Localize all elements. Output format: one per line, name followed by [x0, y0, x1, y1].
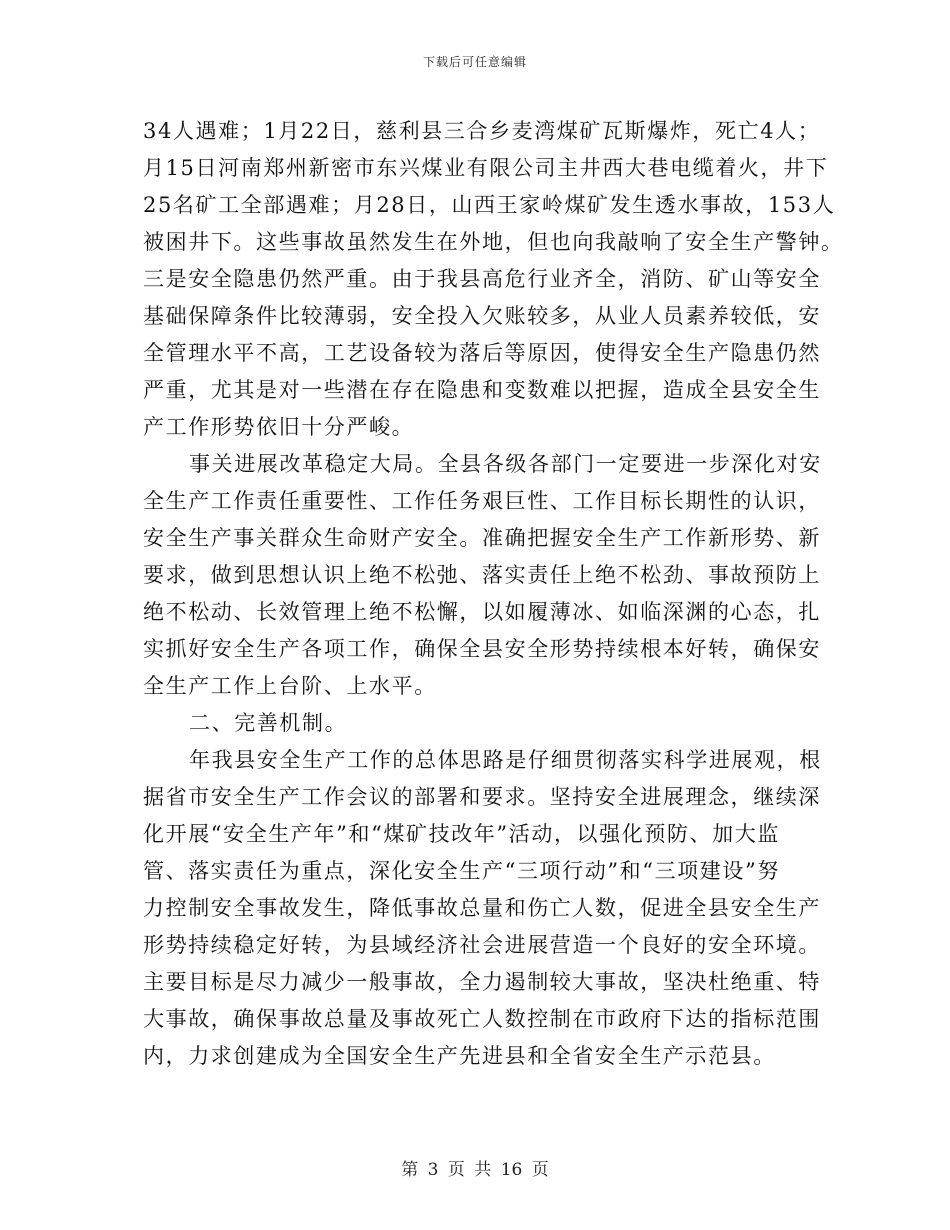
document-body [143, 113, 844, 1075]
text-line: 被困井下。这些事故虽然发生在外地，但也向我敲响了安全生产警钟。 [143, 230, 844, 254]
text-line: 化开展“安全生产年”和“煤矿技改年”活动，以强化预防、加大监 [143, 822, 780, 846]
text-line: 管、落实责任为重点，深化安全生产“三项行动”和“三项建设”努 [143, 859, 780, 883]
text-line: 安全生产事关群众生命财产安全。准确把握安全生产工作新形势、新 [143, 526, 821, 550]
text-line: 绝不松动、长效管理上绝不松懈，以如履薄冰、如临深渊的心态，扎 [143, 600, 821, 624]
text-line: 要求，做到思想认识上绝不松弛、落实责任上绝不松劲、事故预防上 [143, 563, 821, 587]
text-line: 严重，尤其是对一些潜在存在隐患和变数难以把握，造成全县安全生 [143, 378, 821, 402]
text-line: 内，力求创建成为全国安全生产先进县和全省安全生产示范县。 [143, 1044, 776, 1068]
text-line: 全生产工作上台阶、上水平。 [143, 674, 437, 698]
text-line: 力控制安全事故发生，降低事故总量和伤亡人数，促进全县安全生产 [143, 896, 821, 920]
page-header: 下载后可任意编辑 [422, 55, 527, 69]
text-line: 据省市安全生产工作会议的部署和要求。坚持安全进展理念，继续深 [143, 785, 821, 809]
text-line: 主要目标是尽力减少一般事故，全力遏制较大事故，坚决杜绝重、特 [143, 970, 821, 994]
text-line: 全生产工作责任重要性、工作任务艰巨性、工作目标长期性的认识， [143, 489, 821, 513]
text-line: 25名矿工全部遇难；月28日，山西王家岭煤矿发生透水事故，153人 [143, 193, 836, 217]
text-line: 年我县安全生产工作的总体思路是仔细贯彻落实科学进展观，根 [189, 748, 822, 772]
text-line: 34人遇难；1月22日，慈利县三合乡麦湾煤矿瓦斯爆炸，死亡4人； [143, 119, 821, 143]
text-line: 形势持续稳定好转，为县域经济社会进展营造一个良好的安全环境。 [143, 933, 821, 957]
text-line: 事关进展改革稳定大局。全县各级各部门一定要进一步深化对安 [189, 452, 822, 476]
text-line: 产工作形势依旧十分严峻。 [143, 415, 415, 439]
page-number-footer: 第 3 页 共 16 页 [401, 1160, 549, 1180]
text-line: 大事故，确保事故总量及事故死亡人数控制在市政府下达的指标范围 [143, 1007, 821, 1031]
text-line: 基础保障条件比较薄弱，安全投入欠账较多，从业人员素养较低，安 [143, 304, 821, 328]
text-line: 二、完善机制。 [189, 711, 348, 735]
text-line: 实抓好安全生产各项工作，确保全县安全形势持续根本好转，确保安 [143, 637, 821, 661]
text-line: 全管理水平不高，工艺设备较为落后等原因，使得安全生产隐患仍然 [143, 341, 821, 365]
text-line: 月15日河南郑州新密市东兴煤业有限公司主井西大巷电缆着火，井下 [143, 156, 829, 180]
text-line: 三是安全隐患仍然严重。由于我县高危行业齐全，消防、矿山等安全 [143, 267, 821, 291]
